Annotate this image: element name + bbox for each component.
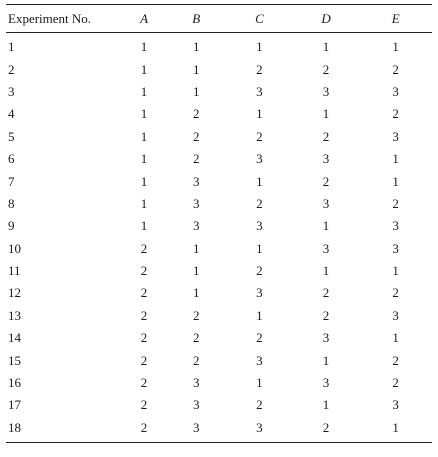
cell-factor-a: 1 [140,173,148,189]
cell-factor-d: 3 [322,195,330,211]
cell-experiment-no: 11 [8,263,21,279]
cell-factor-b: 1 [193,39,200,55]
cell-factor-c: 1 [256,240,263,256]
cell-factor-e: 1 [392,263,399,279]
cell-factor-e: 3 [392,307,399,323]
table-row [6,103,432,125]
cell-factor-d: 2 [322,307,330,323]
cell-factor-e: 1 [392,39,399,55]
cell-factor-e: 2 [392,285,399,301]
cell-factor-a: 2 [122,417,167,443]
table-row [6,238,432,260]
table-row [6,327,432,349]
cell-factor-a: 2 [140,285,148,301]
cell-experiment-no: 12 [8,285,21,301]
cell-factor-a: 1 [140,106,148,122]
orthogonal-array-table [6,4,432,443]
header-factor-c: C [226,5,293,33]
cell-factor-a: 1 [140,83,148,99]
cell-factor-e: 1 [359,417,432,443]
cell-factor-a: 1 [140,128,148,144]
cell-experiment-no: 7 [8,173,15,189]
cell-factor-c: 3 [256,352,263,368]
table-row [6,126,432,148]
cell-factor-e: 3 [392,397,399,413]
cell-factor-e: 3 [392,240,399,256]
cell-factor-c: 2 [256,61,263,77]
header-factor-d: D [293,5,360,33]
cell-factor-a: 1 [140,195,148,211]
cell-factor-b: 1 [193,285,200,301]
cell-experiment-no: 8 [8,195,15,211]
cell-factor-a: 2 [140,263,148,279]
table-row [6,58,432,80]
cell-factor-d: 1 [322,263,330,279]
table-row [6,215,432,237]
cell-factor-b: 3 [193,375,200,391]
cell-factor-b: 3 [193,397,200,413]
cell-experiment-no: 9 [8,218,15,234]
table-row [6,394,432,416]
cell-experiment-no: 15 [8,352,21,368]
cell-experiment-no: 13 [8,307,21,323]
table-row [6,170,432,192]
table-header [6,5,432,33]
cell-factor-c: 2 [256,195,263,211]
cell-factor-d: 1 [322,106,330,122]
table-row [6,282,432,304]
cell-experiment-no: 10 [8,240,21,256]
cell-factor-d: 1 [322,39,330,55]
cell-factor-a: 2 [140,375,148,391]
cell-factor-c: 3 [256,83,263,99]
table-row [6,193,432,215]
cell-factor-c: 3 [256,218,263,234]
cell-factor-d: 1 [322,352,330,368]
cell-factor-b: 2 [193,106,200,122]
cell-experiment-no: 6 [8,151,15,167]
cell-factor-e: 2 [392,375,399,391]
cell-factor-d: 3 [322,151,330,167]
cell-factor-e: 1 [392,173,399,189]
cell-factor-c: 3 [226,417,293,443]
cell-factor-c: 1 [256,39,263,55]
cell-factor-b: 2 [193,128,200,144]
cell-factor-a: 2 [140,240,148,256]
cell-factor-d: 2 [322,285,330,301]
cell-factor-a: 1 [140,61,148,77]
cell-factor-d: 2 [322,128,330,144]
cell-factor-e: 3 [392,128,399,144]
cell-experiment-no: 4 [8,106,15,122]
cell-factor-a: 2 [140,397,148,413]
table-row [6,260,432,282]
cell-factor-a: 1 [140,151,148,167]
cell-factor-d: 3 [322,240,330,256]
cell-factor-d: 3 [322,375,330,391]
cell-factor-b: 3 [193,218,200,234]
header-factor-a: A [122,5,167,33]
cell-factor-d: 1 [322,397,330,413]
cell-factor-d: 2 [322,61,330,77]
cell-factor-e: 2 [392,195,399,211]
cell-factor-e: 3 [392,83,399,99]
cell-factor-b: 1 [193,240,200,256]
table-row [6,33,432,59]
cell-factor-e: 1 [392,151,399,167]
cell-factor-a: 2 [140,330,148,346]
cell-factor-b: 3 [193,173,200,189]
cell-experiment-no: 17 [8,397,21,413]
cell-factor-c: 2 [256,330,263,346]
cell-experiment-no: 5 [8,128,15,144]
table-row [6,81,432,103]
table-row [6,349,432,371]
cell-experiment-no: 18 [6,417,122,443]
cell-factor-c: 2 [256,128,263,144]
cell-factor-b: 1 [193,263,200,279]
cell-factor-b: 1 [193,61,200,77]
table-row [6,148,432,170]
cell-factor-c: 2 [256,263,263,279]
cell-factor-d: 1 [322,218,330,234]
cell-experiment-no: 2 [8,61,15,77]
cell-factor-e: 2 [392,352,399,368]
cell-factor-c: 1 [256,375,263,391]
cell-factor-e: 1 [392,330,399,346]
header-experiment-no: Experiment No. [6,5,122,33]
cell-factor-c: 1 [256,106,263,122]
cell-factor-b: 2 [193,352,200,368]
cell-factor-b: 3 [166,417,226,443]
table-body [6,33,432,443]
cell-factor-b: 2 [193,307,200,323]
cell-factor-d: 2 [293,417,360,443]
cell-experiment-no: 16 [8,375,21,391]
table-row [6,417,432,443]
cell-factor-a: 1 [140,39,148,55]
cell-factor-c: 3 [256,285,263,301]
header-row [6,5,432,33]
cell-experiment-no: 14 [8,330,21,346]
cell-factor-c: 1 [256,173,263,189]
cell-factor-b: 2 [193,151,200,167]
header-factor-e: E [359,5,432,33]
cell-factor-d: 3 [322,330,330,346]
cell-factor-b: 2 [193,330,200,346]
cell-factor-b: 3 [193,195,200,211]
cell-factor-a: 1 [140,218,148,234]
cell-factor-e: 2 [392,106,399,122]
table-row [6,305,432,327]
cell-experiment-no: 3 [8,83,15,99]
header-factor-b: B [166,5,226,33]
cell-factor-e: 3 [392,218,399,234]
cell-factor-b: 1 [193,83,200,99]
cell-factor-c: 3 [256,151,263,167]
cell-factor-d: 3 [322,83,330,99]
cell-factor-a: 2 [140,352,148,368]
table-row [6,372,432,394]
cell-factor-c: 1 [256,307,263,323]
cell-factor-d: 2 [322,173,330,189]
cell-factor-a: 2 [140,307,148,323]
cell-experiment-no: 1 [8,39,15,55]
cell-factor-e: 2 [392,61,399,77]
cell-factor-c: 2 [256,397,263,413]
